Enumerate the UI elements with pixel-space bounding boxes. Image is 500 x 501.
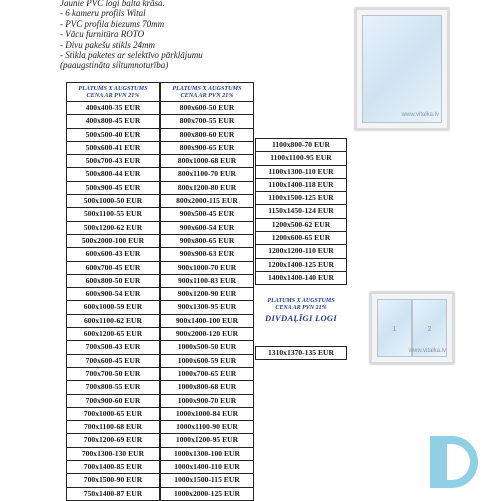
table-header [161, 83, 254, 102]
table-row [67, 221, 160, 234]
table-row [67, 381, 160, 394]
price-cell: 500x1100-55 EUR [67, 208, 160, 221]
table-row [67, 128, 160, 141]
table-row [161, 115, 254, 128]
watermark: www.vitalka.lv [401, 112, 439, 118]
price-cell: 500x800-44 EUR [67, 168, 160, 181]
table-row [67, 341, 160, 354]
price-cell: 900x900-63 EUR [161, 248, 254, 261]
price-cell: 1000x1400-110 EUR [161, 461, 254, 474]
price-cell: 900x1300-95 EUR [161, 301, 254, 314]
table-row [67, 155, 160, 168]
intro-line: (paaugstināta siltumnoturība) [60, 60, 169, 71]
price-cell: 500x2000-100 EUR [67, 234, 160, 247]
table-row [161, 301, 254, 314]
table-row [67, 487, 160, 500]
price-cell: 800x800-60 EUR [161, 128, 254, 141]
price-cell: 1150x1450-124 EUR [256, 205, 347, 218]
pane-label: 2 [427, 326, 432, 333]
table-row [256, 152, 347, 165]
intro-line: - 6 kameru profils Wital [60, 8, 146, 19]
price-cell: 400x800-45 EUR [67, 115, 160, 128]
price-cell: 1200x600-65 EUR [256, 232, 347, 245]
table-row [256, 232, 347, 245]
price-cell: 700x500-43 EUR [67, 341, 160, 354]
price-cell: 800x700-55 EUR [161, 115, 254, 128]
table-row [67, 407, 160, 420]
table-row [161, 274, 254, 287]
table-row [161, 328, 254, 341]
table-row [161, 208, 254, 221]
price-cell: 500x900-45 EUR [67, 181, 160, 194]
table-row [161, 248, 254, 261]
table-row [67, 115, 160, 128]
price-cell: 900x2000-120 EUR [161, 328, 254, 341]
price-cell: 1000x1100-90 EUR [161, 421, 254, 434]
table-row [256, 347, 347, 360]
table-row [67, 421, 160, 434]
table-row [67, 328, 160, 341]
price-cell: 900x1200-90 EUR [161, 288, 254, 301]
price-cell: 1000x900-70 EUR [161, 394, 254, 407]
price-cell: 900x1100-83 EUR [161, 274, 254, 287]
header-line-1: PLATUMS X AUGSTUMS [172, 85, 242, 92]
price-cell: 700x1400-85 EUR [67, 461, 160, 474]
price-cell: 900x800-65 EUR [161, 234, 254, 247]
price-cell: 750x1400-87 EUR [67, 487, 160, 500]
table-row [161, 234, 254, 247]
table-row [67, 102, 160, 115]
table-row [256, 205, 347, 218]
price-cell: 700x900-60 EUR [67, 394, 160, 407]
intro-line: - Stikla paketes ar selektīvo pārklājumu [60, 50, 203, 61]
table-row [161, 381, 254, 394]
table-row [256, 258, 347, 271]
table-row [161, 447, 254, 460]
price-cell: 700x700-50 EUR [67, 367, 160, 380]
price-cell: 1200x1400-125 EUR [256, 258, 347, 271]
window-glass [362, 15, 442, 123]
single-window-image [355, 8, 449, 130]
price-rows-two-sash [256, 347, 347, 360]
table-row [161, 181, 254, 194]
price-cell: 1200x500-62 EUR [256, 218, 347, 231]
table-row [67, 208, 160, 221]
table-row [67, 248, 160, 261]
price-cell: 500x700-43 EUR [67, 155, 160, 168]
table-row [67, 261, 160, 274]
price-cell: 1100x1300-110 EUR [256, 165, 347, 178]
table-row [256, 139, 347, 152]
price-cell: 700x1200-69 EUR [67, 434, 160, 447]
price-cell: 1100x1400-118 EUR [256, 178, 347, 191]
intro-line: - Divu pakešu stikls 24mm [60, 39, 155, 50]
table-header [67, 83, 160, 102]
price-cell: 700x800-55 EUR [67, 381, 160, 394]
price-table-1 [66, 82, 160, 501]
price-cell: 600x600-43 EUR [67, 248, 160, 261]
price-cell: 600x700-45 EUR [67, 261, 160, 274]
table-row [67, 354, 160, 367]
table-row [67, 234, 160, 247]
two-sash-header-line-1: PLATUMS X AUGSTUMS [267, 298, 335, 304]
price-cell: 600x900-54 EUR [67, 288, 160, 301]
table-row [161, 102, 254, 115]
price-cell: 1000x700-65 EUR [161, 367, 254, 380]
two-sash-header [255, 298, 347, 324]
table-row [161, 168, 254, 181]
price-cell: 700x1100-68 EUR [67, 421, 160, 434]
price-cell: 1100x1100-95 EUR [256, 152, 347, 165]
price-cell: 1000x500-50 EUR [161, 341, 254, 354]
price-table-3 [255, 138, 347, 285]
price-cell: 800x2000-115 EUR [161, 195, 254, 208]
table-row [67, 288, 160, 301]
table-row [67, 195, 160, 208]
table-row [256, 178, 347, 191]
header-line-1: PLATUMS X AUGSTUMS [78, 85, 148, 92]
table-row [67, 461, 160, 474]
table-row [67, 314, 160, 327]
price-cell: 800x1200-80 EUR [161, 181, 254, 194]
price-cell: 600x1100-62 EUR [67, 314, 160, 327]
table-row [161, 407, 254, 420]
table-row [256, 271, 347, 284]
table-row [161, 434, 254, 447]
price-cell: 1000x2000-125 EUR [161, 487, 254, 500]
price-cell: 800x1000-68 EUR [161, 155, 254, 168]
price-cell: 1000x800-68 EUR [161, 381, 254, 394]
price-cell: 900x500-45 EUR [161, 208, 254, 221]
intro-text [60, 0, 360, 71]
header-line-2: CENA AR PVN 21% [86, 92, 140, 99]
price-cell: 500x1200-62 EUR [67, 221, 160, 234]
table-row [67, 474, 160, 487]
table-row [256, 165, 347, 178]
intro-line: Jaunie PVC logi balta krāsa. [60, 0, 165, 8]
table-row [256, 192, 347, 205]
two-sash-header-line-2: CENA AR PVN 21% [275, 305, 327, 311]
header-line-2: CENA AR PVN 21% [180, 92, 234, 99]
table-row [161, 195, 254, 208]
price-cell: 900x1400-100 EUR [161, 314, 254, 327]
table-row [67, 394, 160, 407]
price-cell: 1100x800-70 EUR [256, 139, 347, 152]
table-row [256, 218, 347, 231]
price-rows-1 [67, 102, 160, 501]
price-cell: 900x600-54 EUR [161, 221, 254, 234]
price-rows-2 [161, 102, 254, 501]
price-cell: 1000x1000-84 EUR [161, 407, 254, 420]
table-row [67, 274, 160, 287]
price-cell: 800x1100-70 EUR [161, 168, 254, 181]
table-row [161, 367, 254, 380]
price-cell: 700x600-45 EUR [67, 354, 160, 367]
double-window-image [370, 292, 454, 364]
table-row [67, 367, 160, 380]
table-row [161, 461, 254, 474]
table-row [161, 354, 254, 367]
pane-label: 1 [392, 326, 397, 333]
price-cell: 600x1200-65 EUR [67, 328, 160, 341]
price-cell: 500x1000-50 EUR [67, 195, 160, 208]
table-row [161, 288, 254, 301]
intro-line: - PVC profila biezums 70mm [60, 18, 165, 29]
intro-line: - Vācu furnitūra ROTO [60, 29, 145, 40]
price-cell: 400x400-35 EUR [67, 102, 160, 115]
table-row [67, 434, 160, 447]
price-table-two-sash [255, 346, 347, 360]
price-cell: 1000x1500-115 EUR [161, 474, 254, 487]
table-row [256, 245, 347, 258]
price-cell: 1100x1500-125 EUR [256, 192, 347, 205]
price-rows-3 [256, 139, 347, 285]
table-row [67, 168, 160, 181]
table-row [67, 141, 160, 154]
table-row [161, 155, 254, 168]
two-sash-title: DIVDAĻĪGI LOGI [265, 313, 337, 323]
table-row [161, 261, 254, 274]
price-cell: 1200x1200-110 EUR [256, 245, 347, 258]
table-row [161, 314, 254, 327]
price-cell: 600x1000-59 EUR [67, 301, 160, 314]
price-cell: 1000x1200-95 EUR [161, 434, 254, 447]
table-row [161, 141, 254, 154]
table-row [67, 447, 160, 460]
price-cell: 700x1300-130 EUR [67, 447, 160, 460]
price-cell: 1000x600-59 EUR [161, 354, 254, 367]
table-row [161, 421, 254, 434]
price-cell: 800x900-65 EUR [161, 141, 254, 154]
window-pane [377, 299, 412, 357]
price-cell: 700x1500-90 EUR [67, 474, 160, 487]
price-table-2 [160, 82, 254, 501]
price-cell: 600x800-50 EUR [67, 274, 160, 287]
table-row [67, 301, 160, 314]
price-cell: 1310x1370-135 EUR [256, 347, 347, 360]
price-cell: 700x1000-65 EUR [67, 407, 160, 420]
table-row [161, 474, 254, 487]
table-row [161, 341, 254, 354]
price-cell: 1400x1400-140 EUR [256, 271, 347, 284]
table-row [161, 128, 254, 141]
table-row [161, 487, 254, 500]
price-cell: 800x600-50 EUR [161, 102, 254, 115]
brand-logo-bar [438, 436, 447, 488]
price-cell: 500x500-40 EUR [67, 128, 160, 141]
price-cell: 500x600-41 EUR [67, 141, 160, 154]
price-cell: 900x1000-70 EUR [161, 261, 254, 274]
watermark: www.vitalka.lv [408, 348, 446, 354]
table-row [67, 181, 160, 194]
table-row [161, 221, 254, 234]
price-cell: 1000x1300-100 EUR [161, 447, 254, 460]
table-row [161, 394, 254, 407]
